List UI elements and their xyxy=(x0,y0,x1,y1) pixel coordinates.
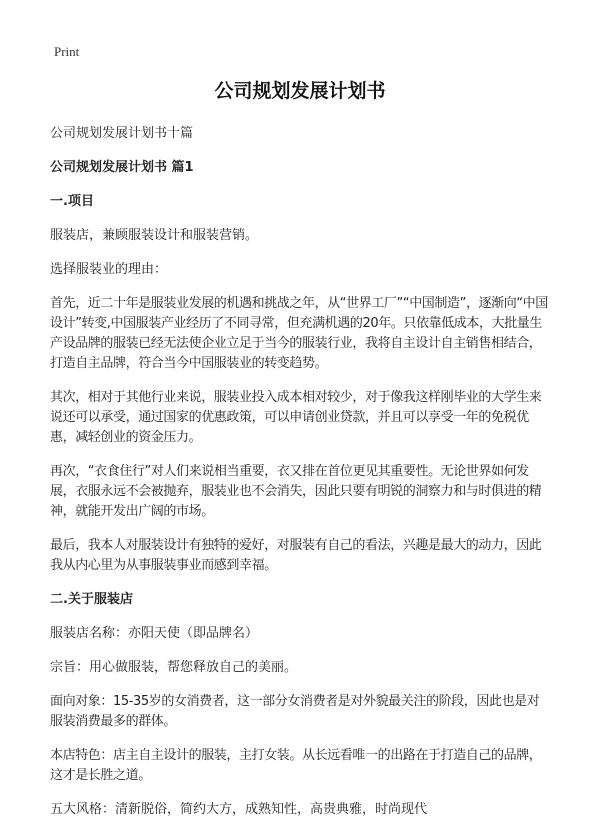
paragraph-4: 其次，相对于其他行业来说，服装业投入成本相对较少，对于像我这样刚毕业的大学生来说还可以承受，通过国家的优惠政策，可以申请创业贷款，并且可以享受一年的免税优惠，减轻创业的资金压力。 xyxy=(50,390,542,445)
heading-project: 一.项目 xyxy=(50,194,94,209)
document-title: 公司规划发展计划书 xyxy=(214,80,386,102)
section-heading: 公司规划发展计划书 篇1 xyxy=(50,160,194,175)
heading-about-store: 二.关于服装店 xyxy=(50,592,133,607)
paragraph-1: 服装店，兼顾服装设计和服装营销。 xyxy=(50,228,259,243)
subtitle: 公司规划发展计划书十篇 xyxy=(50,126,194,141)
paragraph-5: 再次，“衣食住行”对人们来说相当重要，衣又排在首位更见其重要性。无论世界如何发展，衣服永远不会被抛弃，服装业也不会消失，因此只要有明锐的洞察力和与时俱进的精神，就能开发出广阔的市场。 xyxy=(50,464,542,519)
paragraph-10: 本店特色：店主自主设计的服装，主打女装。从长远看唯一的出路在于打造自己的品牌，这才是长胜之道。 xyxy=(50,748,542,783)
paragraph-7: 服装店名称：亦阳天使（即品牌名） xyxy=(50,626,259,641)
paragraph-8: 宗旨：用心做服装，帮您释放自己的美丽。 xyxy=(50,660,298,675)
paragraph-3: 首先，近二十年是服装业发展的机遇和挑战之年，从“世界工厂”“中国制造”，逐渐向“中国设计”转变,中国服装产业经历了不同寻常，但充满机遇的20年。只依靠低成本，大批量生产设品牌的服装已经无法使企业立足于当今的服装行业，我将自主设计自主销售相结合，打造自主品牌，符合当今中国服装业的转变趋势。 xyxy=(50,296,548,371)
paragraph-9: 面向对象：15-35岁的女消费者，这一部分女消费者是对外貌最关注的阶段，因此也是对服装消费最多的群体。 xyxy=(50,694,540,729)
paragraph-11: 五大风格：清新脱俗，简约大方，成熟知性，高贵典雅，时尚现代 xyxy=(50,802,428,817)
paragraph-6: 最后，我本人对服装设计有独特的爱好，对服装有自己的看法，兴趣是最大的动力，因此我从内心里为从事服装事业而感到幸福。 xyxy=(50,538,542,573)
print-label: Print xyxy=(54,44,80,59)
paragraph-2: 选择服装业的理由： xyxy=(50,262,168,277)
